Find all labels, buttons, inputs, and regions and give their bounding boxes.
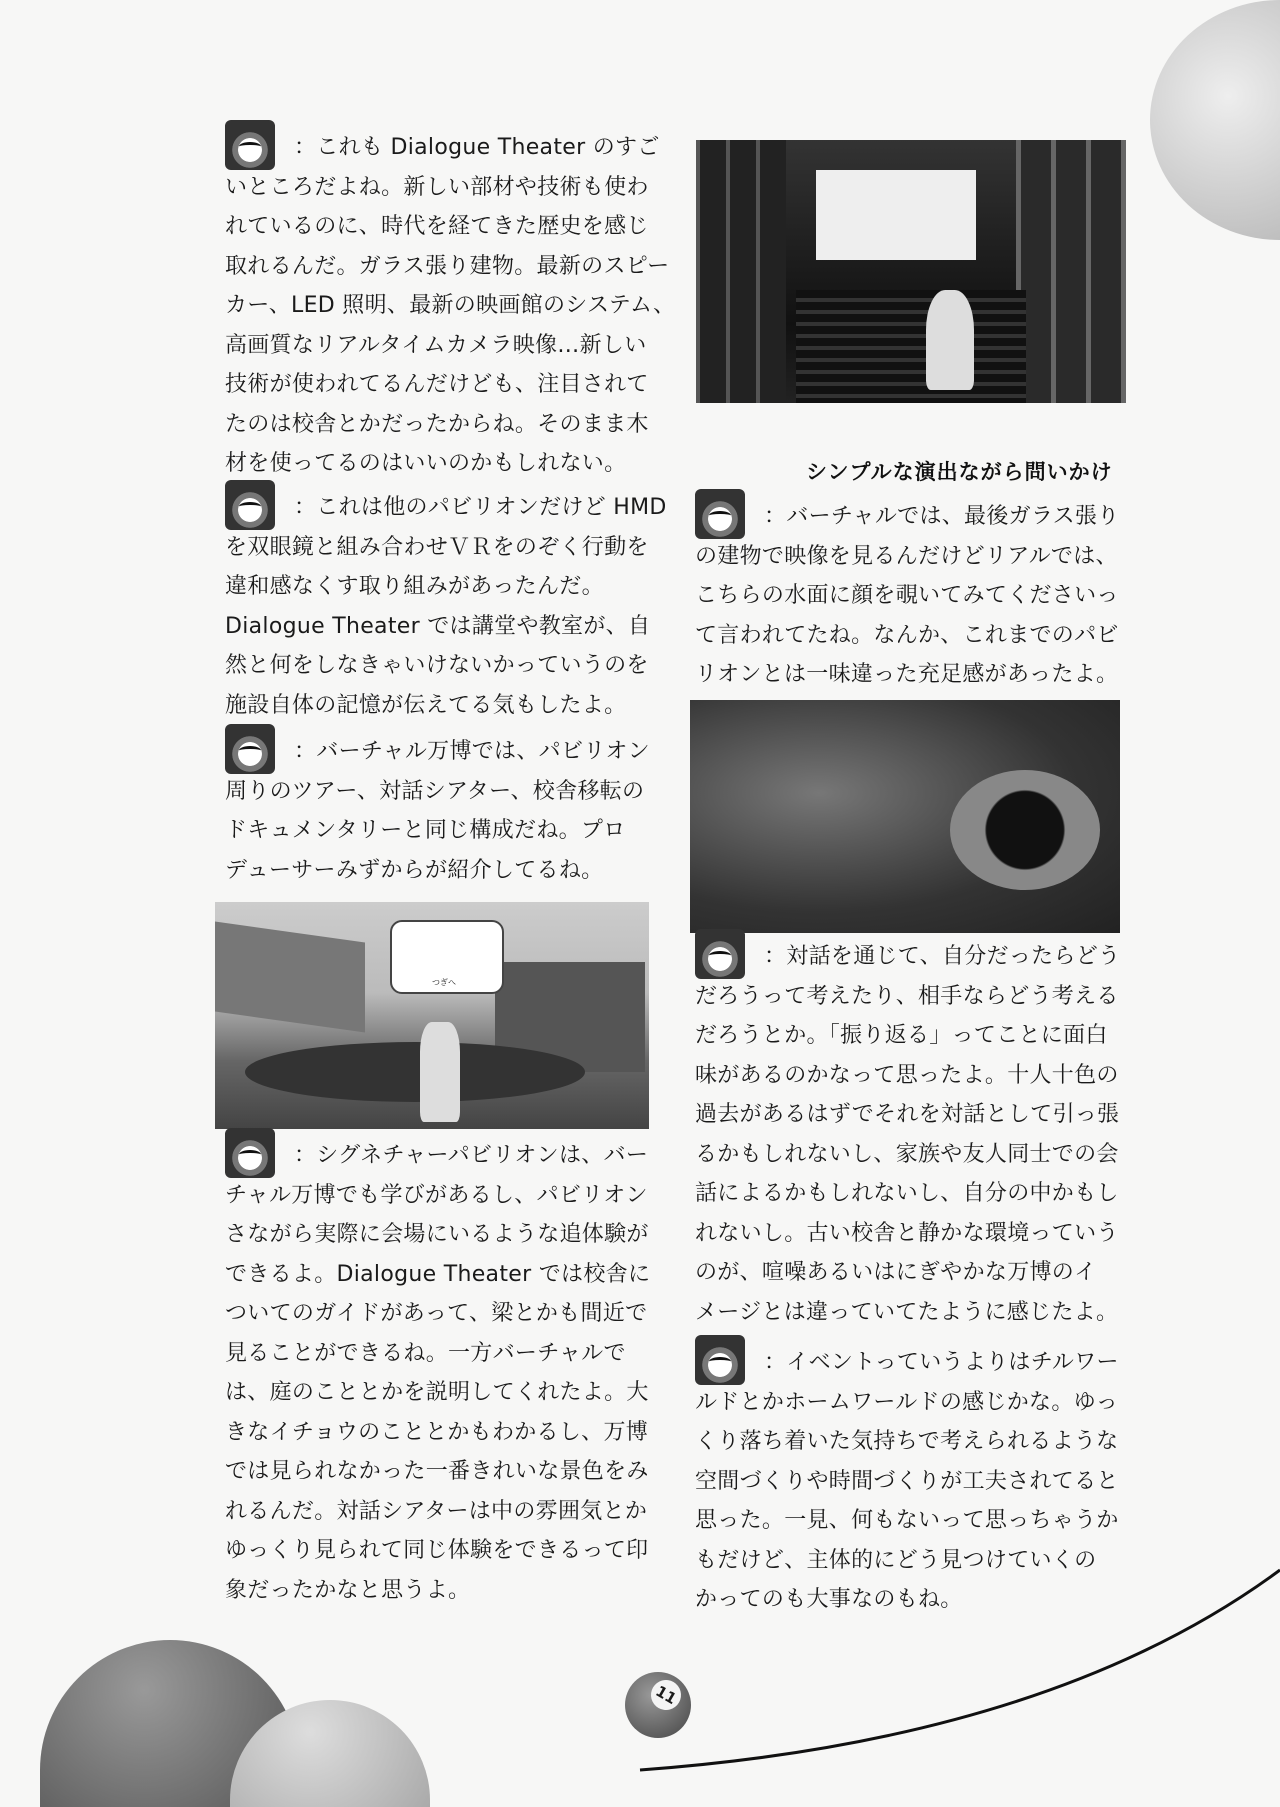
speaker-avatar-icon (695, 1335, 745, 1385)
right-column-paragraph (695, 1343, 1125, 1620)
text-line: ルドとかホームワールドの感じかな。ゆっ (695, 1389, 1119, 1415)
pond-garden-photo (690, 700, 1120, 933)
text-line: れているのに、時代を経てきた歴史を感じ (225, 214, 649, 239)
right-column-paragraph (695, 497, 1125, 695)
page-number-ball (625, 1672, 691, 1738)
text-line: こちらの水面に顔を覗いてみてくださいっ (695, 583, 1119, 608)
text-line: の建物で映像を見るんだけどリアルでは、 (695, 543, 1118, 569)
text-line: いところだよね。新しい部材や技術も使わ (225, 174, 649, 200)
left-column-paragraph (225, 1136, 655, 1610)
text-line: デューサーみずからが紹介してるね。 (225, 857, 604, 883)
text-line: ：これも Dialogue Theater のすご (294, 135, 660, 160)
text-line: もだけど、主体的にどう見つけていくの (695, 1547, 1097, 1573)
text-line: を双眼鏡と組み合わせＶＲをのぞく行動を (225, 534, 649, 560)
dialogue-next-button: つぎへ (432, 978, 456, 987)
speaker-avatar-icon (225, 480, 275, 530)
left-column-paragraph (225, 732, 655, 890)
text-line: かってのも大事なのもね。 (695, 1587, 963, 1612)
left-column-paragraph (225, 488, 667, 725)
text-line: メージとは違っていてたように感じたよ。 (695, 1299, 1119, 1325)
text-line: 象だったかなと思うよ。 (225, 1577, 471, 1603)
text-line: さながら実際に会場にいるような追体験が (225, 1222, 649, 1247)
text-line: 思った。一見、何もないって思っちゃうか (695, 1508, 1119, 1533)
text-line: 取れるんだ。ガラス張り建物。最新のスピー (225, 253, 670, 279)
text-line: 然と何をしなきゃいけないかっていうのを (225, 653, 649, 678)
text-line: 味があるのかなって思ったよ。十人十色の (695, 1062, 1119, 1088)
text-line: ゆっくり見られて同じ体験をできるって印 (225, 1538, 649, 1563)
text-line: ：イベントっていうよりはチルワー (764, 1350, 1119, 1375)
text-line: だろうって考えたり、相手ならどう考える (695, 983, 1119, 1009)
text-line: きなイチョウのこととかもわかるし、万博 (225, 1419, 649, 1445)
page-number: 11 (646, 1675, 687, 1716)
text-line: 高画質なリアルタイムカメラ映像…新しい (225, 332, 647, 358)
text-line: るかもしれないし、家族や友人同士での会 (695, 1141, 1119, 1167)
virtual-garden-photo (215, 902, 649, 1129)
text-line: ：バーチャル万博では、パビリオン (294, 739, 650, 764)
theater-photo-label: ROOTON (936, 244, 976, 254)
text-line: は、庭のこととかを説明してくれたよ。大 (225, 1380, 649, 1405)
text-line: ：対話を通じて、自分だったらどう (764, 944, 1121, 969)
speaker-avatar-icon (695, 929, 745, 979)
text-line: 話によるかもしれないし、自分の中かもし (695, 1181, 1119, 1206)
text-line: 過去があるはずでそれを対話として引っ張 (695, 1102, 1120, 1127)
text-line: 材を使ってるのはいいのかもしれない。 (225, 451, 627, 476)
speaker-avatar-icon (225, 120, 275, 170)
text-line: たのは校舎とかだったからね。そのまま木 (225, 411, 649, 437)
text-line: ドキュメンタリーと同じ構成だね。プロ (225, 818, 626, 843)
text-line: カー、LED 照明、最新の映画館のシステム、 (225, 293, 676, 318)
text-line: チャル万博でも学びがあるし、パビリオン (225, 1182, 648, 1208)
text-line: 施設自体の記憶が伝えてる気もしたよ。 (225, 692, 627, 718)
speaker-avatar-icon (225, 724, 275, 774)
speaker-avatar-icon (225, 1128, 275, 1178)
text-line: ：これは他のパビリオンだけど HMD (294, 495, 667, 520)
text-line: 周りのツアー、対話シアター、校舎移転の (225, 778, 645, 804)
right-column-paragraph (695, 937, 1125, 1332)
theater-photo (696, 140, 1126, 403)
text-line: では見られなかった一番きれいな景色をみ (225, 1459, 649, 1484)
text-line: て言われてたね。なんか、これまでのパビ (695, 622, 1119, 648)
text-line: リオンとは一味違った充足感があったよ。 (695, 662, 1119, 687)
text-line: 違和感なくす取り組みがあったんだ。 (225, 574, 604, 599)
text-line: ：バーチャルでは、最後ガラス張り (764, 504, 1120, 529)
text-line: 見ることができるね。一方バーチャルで (225, 1340, 626, 1366)
text-line: 技術が使われてるんだけども、注目されて (225, 372, 649, 397)
text-line: だろうとか。「振り返る」ってことに面白 (695, 1023, 1108, 1048)
text-line: れるんだ。対話シアターは中の雰囲気とか (225, 1498, 648, 1524)
text-line: Dialogue Theater では講堂や教室が、自 (225, 613, 651, 639)
text-line: のが、喧噪あるいはにぎやかな万博のイ (695, 1260, 1097, 1285)
speaker-avatar-icon (695, 489, 745, 539)
text-line: れないし。古い校舎と静かな環境っていう (695, 1220, 1119, 1246)
text-line: ついてのガイドがあって、梁とかも間近で (225, 1301, 648, 1326)
text-line: ：シグネチャーパビリオンは、バー (294, 1143, 649, 1168)
text-line: 空間づくりや時間づくりが工夫されてると (695, 1468, 1119, 1494)
text-line: できるよ。Dialogue Theater では校舎に (225, 1261, 651, 1287)
section-heading: シンプルな演出ながら問いかけ (806, 460, 1113, 484)
left-column-paragraph (225, 128, 676, 484)
text-line: くり落ち着いた気持ちで考えられるような (695, 1429, 1119, 1454)
